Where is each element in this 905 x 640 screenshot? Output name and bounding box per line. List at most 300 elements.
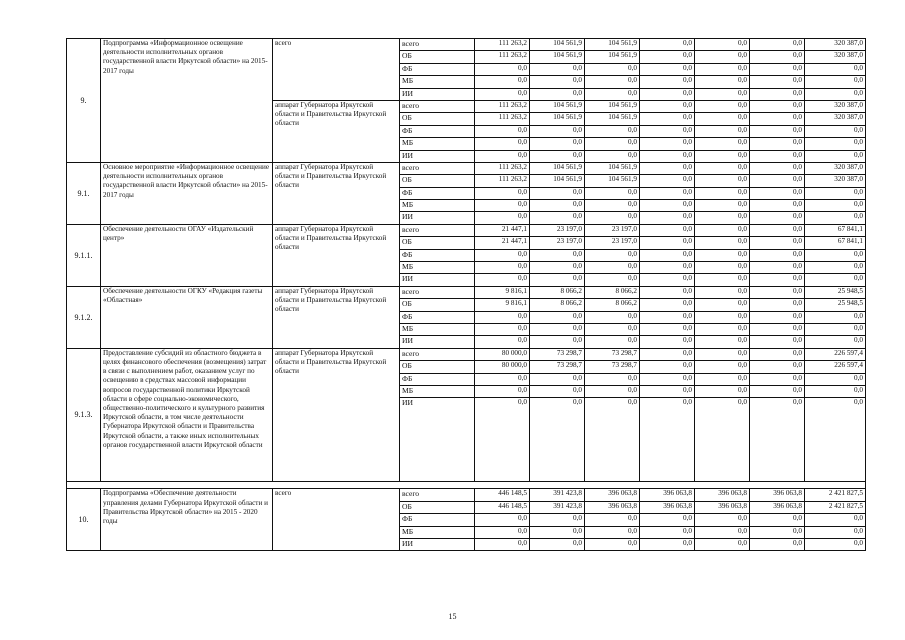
- year-value: 111 263,2: [475, 39, 530, 51]
- year-value: 0,0: [475, 373, 530, 385]
- year-value: 0,0: [640, 299, 695, 311]
- item-number: 10.: [67, 489, 101, 551]
- year-value: 0,0: [585, 514, 640, 526]
- year-value: 0,0: [750, 100, 805, 112]
- year-value: 23 197,0: [530, 224, 585, 236]
- year-value: 0,0: [475, 76, 530, 88]
- year-value: 0,0: [475, 262, 530, 274]
- funding-source: ФБ: [400, 63, 475, 75]
- funding-source: МБ: [400, 138, 475, 150]
- year-value: 0,0: [640, 175, 695, 187]
- year-value: 104 561,9: [585, 39, 640, 51]
- year-value: 0,0: [695, 88, 750, 100]
- year-value: 396 063,8: [695, 489, 750, 501]
- year-value: 0,0: [640, 286, 695, 298]
- year-value: 0,0: [750, 125, 805, 137]
- year-value: 0,0: [585, 526, 640, 538]
- total-value: 320 387,0: [805, 113, 866, 125]
- year-value: 0,0: [695, 63, 750, 75]
- year-value: 0,0: [475, 323, 530, 335]
- year-value: 0,0: [585, 323, 640, 335]
- year-value: 0,0: [640, 138, 695, 150]
- year-value: 0,0: [530, 138, 585, 150]
- year-value: 0,0: [585, 373, 640, 385]
- item-number: 9.1.3.: [67, 348, 101, 482]
- year-value: 104 561,9: [585, 100, 640, 112]
- funding-source: ФБ: [400, 249, 475, 261]
- year-value: 0,0: [585, 538, 640, 550]
- year-value: 0,0: [695, 274, 750, 286]
- total-value: 0,0: [805, 63, 866, 75]
- total-value: 320 387,0: [805, 100, 866, 112]
- funding-source: ФБ: [400, 187, 475, 199]
- funding-source: всего: [400, 224, 475, 236]
- year-value: 0,0: [530, 336, 585, 348]
- year-value: 0,0: [695, 113, 750, 125]
- year-value: 0,0: [640, 385, 695, 397]
- year-value: 0,0: [475, 514, 530, 526]
- item-name: Подпрограмма «Обеспечение деятельности управления делами Губернатора Иркутской области и Правительства Иркутской области» на 2015 - 2020 годы: [101, 489, 273, 551]
- year-value: 111 263,2: [475, 51, 530, 63]
- funding-source: всего: [400, 348, 475, 360]
- year-value: 23 197,0: [585, 237, 640, 249]
- year-value: 0,0: [640, 323, 695, 335]
- year-value: 0,0: [585, 76, 640, 88]
- total-value: 0,0: [805, 311, 866, 323]
- funding-source: ИИ: [400, 88, 475, 100]
- year-value: 0,0: [585, 63, 640, 75]
- year-value: 0,0: [640, 39, 695, 51]
- year-value: 9 816,1: [475, 286, 530, 298]
- total-value: 0,0: [805, 385, 866, 397]
- year-value: 0,0: [695, 398, 750, 482]
- year-value: 104 561,9: [585, 113, 640, 125]
- block-gap-cell: [67, 482, 866, 489]
- year-value: 0,0: [750, 175, 805, 187]
- year-value: 0,0: [585, 150, 640, 162]
- year-value: 0,0: [475, 138, 530, 150]
- responsible-executor: аппарат Губернатора Иркутской области и Правительства Иркутской области: [273, 224, 400, 286]
- total-value: 0,0: [805, 274, 866, 286]
- responsible-executor: аппарат Губернатора Иркутской области и Правительства Иркутской области: [273, 348, 400, 482]
- year-value: 0,0: [530, 526, 585, 538]
- year-value: 0,0: [475, 187, 530, 199]
- year-value: 0,0: [750, 373, 805, 385]
- total-value: 0,0: [805, 150, 866, 162]
- table-row: [67, 489, 866, 501]
- year-value: 0,0: [750, 286, 805, 298]
- table-body: [67, 39, 866, 551]
- funding-source: ИИ: [400, 336, 475, 348]
- total-value: 320 387,0: [805, 175, 866, 187]
- year-value: 0,0: [695, 212, 750, 224]
- page-number: 15: [448, 612, 457, 621]
- year-value: 0,0: [475, 336, 530, 348]
- year-value: 0,0: [750, 249, 805, 261]
- year-value: 73 298,7: [585, 361, 640, 373]
- table-row: [67, 39, 866, 51]
- year-value: 0,0: [695, 100, 750, 112]
- year-value: 0,0: [695, 138, 750, 150]
- year-value: 0,0: [640, 262, 695, 274]
- funding-source: ОБ: [400, 175, 475, 187]
- year-value: 0,0: [475, 150, 530, 162]
- year-value: 0,0: [640, 237, 695, 249]
- funding-source: ИИ: [400, 538, 475, 550]
- year-value: 0,0: [695, 249, 750, 261]
- year-value: 0,0: [695, 361, 750, 373]
- year-value: 0,0: [695, 373, 750, 385]
- funding-source: ОБ: [400, 501, 475, 513]
- year-value: 0,0: [585, 212, 640, 224]
- year-value: 0,0: [750, 138, 805, 150]
- year-value: 104 561,9: [530, 51, 585, 63]
- item-name: Основное мероприятие «Информационное освещение деятельности исполнительных органов государственной власти Иркутской области» на 2015-2017 годы: [101, 162, 273, 224]
- year-value: 391 423,8: [530, 501, 585, 513]
- total-value: 67 841,1: [805, 224, 866, 236]
- year-value: 0,0: [585, 249, 640, 261]
- total-value: 0,0: [805, 187, 866, 199]
- year-value: 0,0: [750, 262, 805, 274]
- year-value: 0,0: [530, 212, 585, 224]
- funding-source: всего: [400, 286, 475, 298]
- year-value: 0,0: [640, 336, 695, 348]
- year-value: 0,0: [530, 76, 585, 88]
- year-value: 104 561,9: [530, 113, 585, 125]
- year-value: 73 298,7: [530, 361, 585, 373]
- year-value: 0,0: [695, 299, 750, 311]
- year-value: 0,0: [695, 51, 750, 63]
- item-number: 9.1.1.: [67, 224, 101, 286]
- year-value: 0,0: [530, 262, 585, 274]
- year-value: 0,0: [640, 514, 695, 526]
- year-value: 0,0: [695, 385, 750, 397]
- year-value: 0,0: [585, 385, 640, 397]
- year-value: 104 561,9: [585, 175, 640, 187]
- year-value: 80 000,0: [475, 361, 530, 373]
- funding-source: ОБ: [400, 113, 475, 125]
- funding-source: всего: [400, 100, 475, 112]
- year-value: 0,0: [530, 249, 585, 261]
- year-value: 0,0: [640, 274, 695, 286]
- year-value: 0,0: [585, 187, 640, 199]
- item-name: Подпрограмма «Информационное освещение деятельности исполнительных органов государственной власти Иркутской области» на 2015-2017 годы: [101, 39, 273, 163]
- year-value: 0,0: [640, 526, 695, 538]
- year-value: 0,0: [640, 113, 695, 125]
- total-value: 0,0: [805, 323, 866, 335]
- funding-source: ИИ: [400, 398, 475, 482]
- funding-source: ИИ: [400, 212, 475, 224]
- year-value: 0,0: [695, 262, 750, 274]
- year-value: 0,0: [475, 200, 530, 212]
- year-value: 9 816,1: [475, 299, 530, 311]
- year-value: 396 063,8: [640, 489, 695, 501]
- year-value: 0,0: [475, 125, 530, 137]
- total-value: 0,0: [805, 200, 866, 212]
- year-value: 391 423,8: [530, 489, 585, 501]
- item-number: 9.1.: [67, 162, 101, 224]
- year-value: 0,0: [475, 398, 530, 482]
- year-value: 0,0: [640, 249, 695, 261]
- item-name: Обеспечение деятельности ОГКУ «Редакция газеты «Областная»: [101, 286, 273, 348]
- responsible-executor: всего: [273, 39, 400, 101]
- funding-source: ОБ: [400, 51, 475, 63]
- year-value: 0,0: [585, 274, 640, 286]
- year-value: 0,0: [695, 150, 750, 162]
- total-value: 2 421 827,5: [805, 501, 866, 513]
- year-value: 0,0: [530, 398, 585, 482]
- year-value: 0,0: [750, 361, 805, 373]
- year-value: 104 561,9: [585, 162, 640, 174]
- year-value: 396 063,8: [750, 501, 805, 513]
- year-value: 104 561,9: [530, 162, 585, 174]
- funding-source: ОБ: [400, 299, 475, 311]
- total-value: 0,0: [805, 138, 866, 150]
- year-value: 0,0: [750, 88, 805, 100]
- year-value: 0,0: [750, 526, 805, 538]
- total-value: 0,0: [805, 514, 866, 526]
- funding-source: всего: [400, 489, 475, 501]
- year-value: 0,0: [695, 237, 750, 249]
- year-value: 0,0: [750, 76, 805, 88]
- year-value: 0,0: [695, 187, 750, 199]
- year-value: 0,0: [530, 125, 585, 137]
- total-value: 320 387,0: [805, 39, 866, 51]
- year-value: 0,0: [585, 398, 640, 482]
- year-value: 0,0: [585, 125, 640, 137]
- year-value: 104 561,9: [530, 100, 585, 112]
- year-value: 396 063,8: [585, 501, 640, 513]
- year-value: 0,0: [475, 212, 530, 224]
- year-value: 0,0: [750, 514, 805, 526]
- year-value: 0,0: [640, 162, 695, 174]
- item-number: 9.1.2.: [67, 286, 101, 348]
- total-value: 0,0: [805, 249, 866, 261]
- year-value: 0,0: [530, 274, 585, 286]
- year-value: 0,0: [640, 373, 695, 385]
- year-value: 0,0: [695, 39, 750, 51]
- total-value: 0,0: [805, 88, 866, 100]
- year-value: 8 066,2: [585, 299, 640, 311]
- year-value: 0,0: [695, 311, 750, 323]
- year-value: 0,0: [695, 200, 750, 212]
- year-value: 0,0: [530, 385, 585, 397]
- table-row: [67, 162, 866, 174]
- year-value: 0,0: [750, 299, 805, 311]
- funding-source: ФБ: [400, 125, 475, 137]
- total-value: 0,0: [805, 336, 866, 348]
- budget-table: [66, 38, 866, 551]
- year-value: 0,0: [530, 514, 585, 526]
- year-value: 80 000,0: [475, 348, 530, 360]
- year-value: 0,0: [750, 348, 805, 360]
- responsible-executor: аппарат Губернатора Иркутской области и Правительства Иркутской области: [273, 162, 400, 224]
- funding-source: МБ: [400, 262, 475, 274]
- year-value: 0,0: [530, 311, 585, 323]
- year-value: 0,0: [695, 323, 750, 335]
- year-value: 0,0: [640, 88, 695, 100]
- total-value: 0,0: [805, 212, 866, 224]
- year-value: 0,0: [695, 538, 750, 550]
- total-value: 0,0: [805, 125, 866, 137]
- year-value: 396 063,8: [695, 501, 750, 513]
- year-value: 0,0: [640, 100, 695, 112]
- block-gap-row: [67, 482, 866, 489]
- year-value: 0,0: [640, 51, 695, 63]
- year-value: 23 197,0: [585, 224, 640, 236]
- total-value: 0,0: [805, 373, 866, 385]
- year-value: 0,0: [750, 274, 805, 286]
- year-value: 0,0: [530, 88, 585, 100]
- total-value: 226 597,4: [805, 348, 866, 360]
- year-value: 0,0: [750, 538, 805, 550]
- year-value: 0,0: [695, 286, 750, 298]
- year-value: 0,0: [695, 76, 750, 88]
- year-value: 0,0: [640, 224, 695, 236]
- year-value: 0,0: [530, 200, 585, 212]
- funding-source: ИИ: [400, 150, 475, 162]
- year-value: 0,0: [750, 323, 805, 335]
- year-value: 0,0: [695, 125, 750, 137]
- year-value: 0,0: [695, 514, 750, 526]
- year-value: 0,0: [750, 224, 805, 236]
- responsible-executor: всего: [273, 489, 400, 551]
- year-value: 0,0: [475, 385, 530, 397]
- year-value: 0,0: [530, 63, 585, 75]
- year-value: 0,0: [475, 526, 530, 538]
- year-value: 0,0: [695, 526, 750, 538]
- total-value: 0,0: [805, 262, 866, 274]
- year-value: 0,0: [640, 187, 695, 199]
- year-value: 0,0: [695, 175, 750, 187]
- year-value: 73 298,7: [530, 348, 585, 360]
- year-value: 0,0: [750, 63, 805, 75]
- year-value: 0,0: [640, 200, 695, 212]
- year-value: 0,0: [530, 323, 585, 335]
- table-row: [67, 224, 866, 236]
- year-value: 0,0: [750, 385, 805, 397]
- year-value: 21 447,1: [475, 237, 530, 249]
- responsible-executor: аппарат Губернатора Иркутской области и Правительства Иркутской области: [273, 286, 400, 348]
- year-value: 0,0: [585, 88, 640, 100]
- year-value: 0,0: [695, 162, 750, 174]
- year-value: 21 447,1: [475, 224, 530, 236]
- total-value: 226 597,4: [805, 361, 866, 373]
- year-value: 0,0: [750, 311, 805, 323]
- year-value: 73 298,7: [585, 348, 640, 360]
- funding-source: ФБ: [400, 514, 475, 526]
- year-value: 0,0: [585, 138, 640, 150]
- total-value: 320 387,0: [805, 162, 866, 174]
- year-value: 104 561,9: [530, 175, 585, 187]
- year-value: 0,0: [640, 212, 695, 224]
- funding-source: МБ: [400, 385, 475, 397]
- funding-source: ОБ: [400, 237, 475, 249]
- item-number: 9.: [67, 39, 101, 163]
- year-value: 0,0: [530, 373, 585, 385]
- year-value: 0,0: [750, 162, 805, 174]
- year-value: 0,0: [750, 212, 805, 224]
- year-value: 0,0: [750, 187, 805, 199]
- year-value: 446 148,5: [475, 501, 530, 513]
- total-value: 320 387,0: [805, 51, 866, 63]
- year-value: 0,0: [640, 76, 695, 88]
- year-value: 0,0: [640, 311, 695, 323]
- year-value: 0,0: [695, 348, 750, 360]
- year-value: 104 561,9: [530, 39, 585, 51]
- year-value: 396 063,8: [585, 489, 640, 501]
- year-value: 0,0: [695, 224, 750, 236]
- funding-source: ФБ: [400, 311, 475, 323]
- total-value: 25 948,5: [805, 286, 866, 298]
- year-value: 0,0: [640, 150, 695, 162]
- funding-source: ОБ: [400, 361, 475, 373]
- total-value: 0,0: [805, 398, 866, 482]
- year-value: 0,0: [530, 150, 585, 162]
- funding-source: ФБ: [400, 373, 475, 385]
- year-value: 8 066,2: [530, 299, 585, 311]
- funding-source: МБ: [400, 76, 475, 88]
- table-row: [67, 348, 866, 360]
- total-value: 25 948,5: [805, 299, 866, 311]
- item-name: Предоставление субсидий из областного бюджета в целях финансового обеспечения (возмещения) затрат в связи с выполнением работ, оказанием услуг по освещению в средствах массовой информации вопросов государственной политики Иркутской области в сфере социально-экономического, общественно-политического и культурного развития Иркутской области, в том числе деятельности Губернатора Иркутской области и Правительства Иркутской области, а также иных исполнительных органов государственной власти Иркутской области: [101, 348, 273, 482]
- year-value: 0,0: [475, 88, 530, 100]
- year-value: 104 561,9: [585, 51, 640, 63]
- funding-source: МБ: [400, 200, 475, 212]
- year-value: 0,0: [750, 113, 805, 125]
- year-value: 0,0: [750, 237, 805, 249]
- year-value: 396 063,8: [640, 501, 695, 513]
- year-value: 0,0: [640, 125, 695, 137]
- year-value: 0,0: [750, 200, 805, 212]
- year-value: 111 263,2: [475, 100, 530, 112]
- year-value: 0,0: [750, 336, 805, 348]
- total-value: 2 421 827,5: [805, 489, 866, 501]
- year-value: 111 263,2: [475, 113, 530, 125]
- year-value: 0,0: [585, 200, 640, 212]
- year-value: 0,0: [530, 538, 585, 550]
- funding-source: ИИ: [400, 274, 475, 286]
- year-value: 0,0: [475, 538, 530, 550]
- year-value: 396 063,8: [750, 489, 805, 501]
- year-value: 111 263,2: [475, 162, 530, 174]
- funding-source: всего: [400, 39, 475, 51]
- year-value: 0,0: [640, 361, 695, 373]
- year-value: 0,0: [640, 63, 695, 75]
- year-value: 23 197,0: [530, 237, 585, 249]
- year-value: 0,0: [530, 187, 585, 199]
- year-value: 0,0: [695, 336, 750, 348]
- year-value: 0,0: [750, 150, 805, 162]
- item-name: Обеспечение деятельности ОГАУ «Издательский центр»: [101, 224, 273, 286]
- year-value: 0,0: [585, 336, 640, 348]
- year-value: 8 066,2: [585, 286, 640, 298]
- year-value: 0,0: [640, 538, 695, 550]
- table-row: [67, 286, 866, 298]
- year-value: 0,0: [475, 274, 530, 286]
- funding-source: МБ: [400, 526, 475, 538]
- year-value: 0,0: [585, 262, 640, 274]
- year-value: 0,0: [640, 398, 695, 482]
- total-value: 0,0: [805, 538, 866, 550]
- year-value: 0,0: [750, 398, 805, 482]
- year-value: 0,0: [475, 63, 530, 75]
- total-value: 67 841,1: [805, 237, 866, 249]
- year-value: 0,0: [475, 249, 530, 261]
- year-value: 0,0: [750, 51, 805, 63]
- funding-source: всего: [400, 162, 475, 174]
- total-value: 0,0: [805, 76, 866, 88]
